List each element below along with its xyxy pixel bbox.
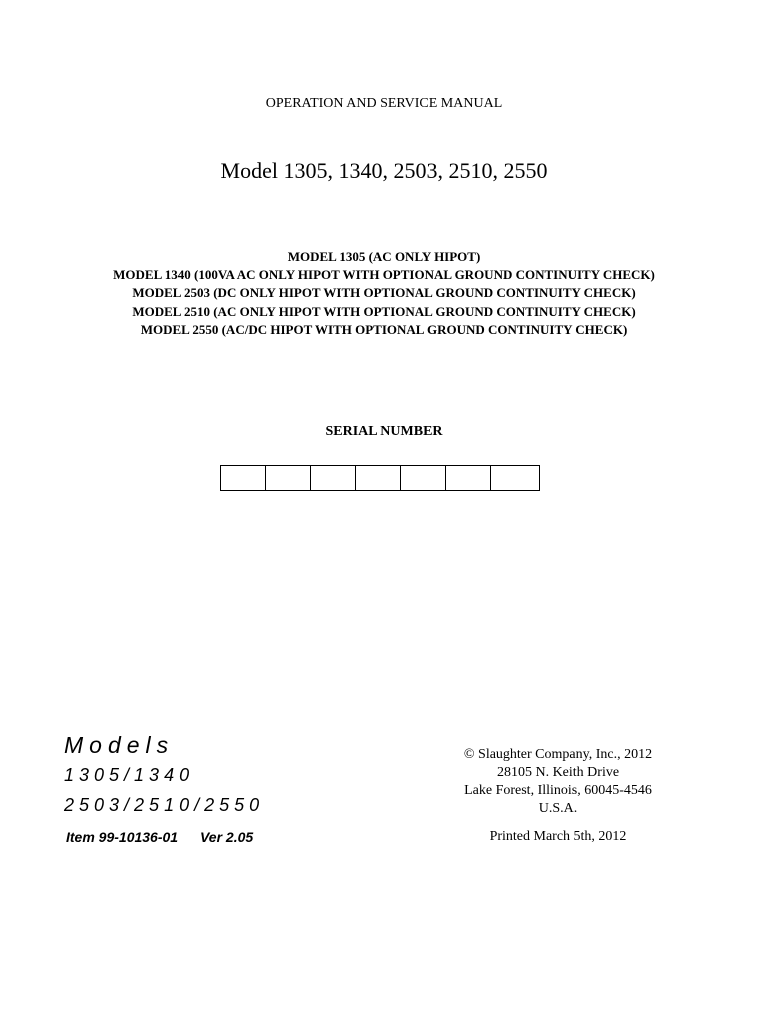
model-descriptions <box>0 248 768 339</box>
model-description-1340: MODEL 1340 (100VA AC ONLY HIPOT WITH OPTIONAL GROUND CONTINUITY CHECK) <box>113 267 655 283</box>
model-description-2510: MODEL 2510 (AC ONLY HIPOT WITH OPTIONAL GROUND CONTINUITY CHECK) <box>132 303 636 319</box>
street-line: 28105 N. Keith Drive <box>496 765 620 780</box>
serial-box <box>266 466 311 490</box>
model-description-1305: MODEL 1305 (AC ONLY HIPOT) <box>287 249 481 264</box>
models-heading: Models <box>64 732 175 758</box>
item-version: Ver 2.05 <box>199 829 254 845</box>
serial-box <box>446 466 491 490</box>
item-info <box>66 829 253 845</box>
item-number: Item 99-10136-01 <box>66 829 179 845</box>
models-line-2: 2503/2510/2550 <box>64 795 265 815</box>
model-title: Model 1305, 1340, 2503, 2510, 2550 <box>220 158 548 183</box>
serial-number-label: SERIAL NUMBER <box>325 424 443 439</box>
models-line-1: 1305/1340 <box>64 765 195 785</box>
model-description-2550: MODEL 2550 (AC/DC HIPOT WITH OPTIONAL GROUND CONTINUITY CHECK) <box>140 321 628 337</box>
document-type: OPERATION AND SERVICE MANUAL <box>265 96 503 111</box>
copyright-line: © Slaughter Company, Inc., 2012 <box>463 747 653 762</box>
serial-box <box>491 466 539 490</box>
serial-box <box>401 466 446 490</box>
serial-box <box>221 466 266 490</box>
serial-number-boxes <box>220 465 540 491</box>
printed-date: Printed March 5th, 2012 <box>489 829 627 844</box>
company-address <box>448 746 668 818</box>
models-block <box>64 730 264 820</box>
serial-box <box>311 466 356 490</box>
city-line: Lake Forest, Illinois, 60045-4546 <box>464 783 652 798</box>
country-line: U.S.A. <box>538 801 578 816</box>
serial-box <box>356 466 401 490</box>
model-description-2503: MODEL 2503 (DC ONLY HIPOT WITH OPTIONAL GROUND CONTINUITY CHECK) <box>132 285 636 301</box>
